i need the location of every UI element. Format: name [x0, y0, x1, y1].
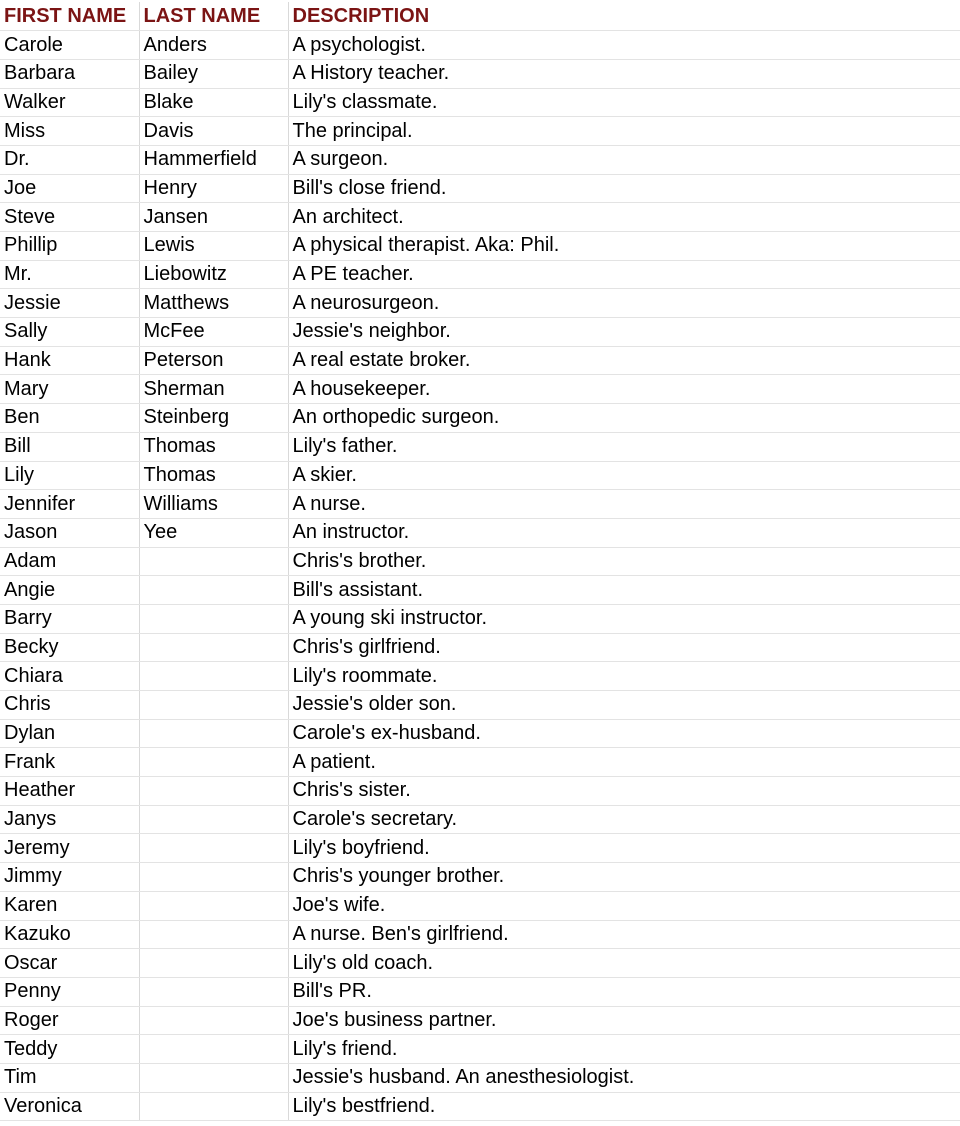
- header-description[interactable]: DESCRIPTION: [288, 2, 960, 31]
- first-name-cell[interactable]: Mary: [0, 375, 139, 404]
- last-name-cell[interactable]: Anders: [139, 31, 288, 60]
- table-row: [0, 977, 960, 1006]
- first-name-cell[interactable]: Dylan: [0, 719, 139, 748]
- table-row: [0, 518, 960, 547]
- first-name-cell[interactable]: Sally: [0, 318, 139, 347]
- description-cell[interactable]: A surgeon.: [288, 145, 960, 174]
- last-name-cell[interactable]: Davis: [139, 117, 288, 146]
- last-name-cell[interactable]: [139, 949, 288, 978]
- last-name-cell[interactable]: Matthews: [139, 289, 288, 318]
- description-cell[interactable]: A real estate broker.: [288, 346, 960, 375]
- table-row: [0, 748, 960, 777]
- description-cell[interactable]: An instructor.: [288, 518, 960, 547]
- description-cell[interactable]: Lily's bestfriend.: [288, 1092, 960, 1121]
- first-name-cell[interactable]: Chris: [0, 691, 139, 720]
- description-cell[interactable]: Jessie's neighbor.: [288, 318, 960, 347]
- description-cell[interactable]: A housekeeper.: [288, 375, 960, 404]
- table-body: [0, 31, 960, 1121]
- table-row: [0, 633, 960, 662]
- first-name-cell[interactable]: Hank: [0, 346, 139, 375]
- table-row: [0, 404, 960, 433]
- first-name-cell[interactable]: Walker: [0, 88, 139, 117]
- first-name-cell[interactable]: Barry: [0, 604, 139, 633]
- description-cell[interactable]: A nurse.: [288, 490, 960, 519]
- table-row: [0, 1063, 960, 1092]
- first-name-cell[interactable]: Lily: [0, 461, 139, 490]
- first-name-cell[interactable]: Steve: [0, 203, 139, 232]
- first-name-cell[interactable]: Veronica: [0, 1092, 139, 1121]
- last-name-cell[interactable]: McFee: [139, 318, 288, 347]
- first-name-cell[interactable]: Teddy: [0, 1035, 139, 1064]
- character-sheet: [0, 2, 960, 1121]
- table-row: [0, 375, 960, 404]
- table-row: [0, 777, 960, 806]
- last-name-cell[interactable]: Thomas: [139, 461, 288, 490]
- last-name-cell[interactable]: Lewis: [139, 232, 288, 261]
- last-name-cell[interactable]: Steinberg: [139, 404, 288, 433]
- last-name-cell[interactable]: [139, 977, 288, 1006]
- description-cell[interactable]: An orthopedic surgeon.: [288, 404, 960, 433]
- last-name-cell[interactable]: Blake: [139, 88, 288, 117]
- last-name-cell[interactable]: [139, 719, 288, 748]
- description-cell[interactable]: Carole's ex-husband.: [288, 719, 960, 748]
- table-row: [0, 174, 960, 203]
- table-row: [0, 547, 960, 576]
- table-row: [0, 461, 960, 490]
- first-name-cell[interactable]: Frank: [0, 748, 139, 777]
- table-row: [0, 1006, 960, 1035]
- table-row: [0, 805, 960, 834]
- character-table: [0, 2, 960, 1121]
- table-row: [0, 949, 960, 978]
- last-name-cell[interactable]: [139, 777, 288, 806]
- description-cell[interactable]: Lily's classmate.: [288, 88, 960, 117]
- first-name-cell[interactable]: Adam: [0, 547, 139, 576]
- last-name-cell[interactable]: [139, 920, 288, 949]
- table-row: [0, 1092, 960, 1121]
- description-cell[interactable]: The principal.: [288, 117, 960, 146]
- table-row: [0, 863, 960, 892]
- first-name-cell[interactable]: Kazuko: [0, 920, 139, 949]
- description-cell[interactable]: Lily's roommate.: [288, 662, 960, 691]
- first-name-cell[interactable]: Jeremy: [0, 834, 139, 863]
- first-name-cell[interactable]: Joe: [0, 174, 139, 203]
- table-row: [0, 691, 960, 720]
- description-cell[interactable]: Jessie's husband. An anesthesiologist.: [288, 1063, 960, 1092]
- description-cell[interactable]: A physical therapist. Aka: Phil.: [288, 232, 960, 261]
- table-row: [0, 260, 960, 289]
- description-cell[interactable]: Chris's girlfriend.: [288, 633, 960, 662]
- header-last-name[interactable]: LAST NAME: [139, 2, 288, 31]
- header-row: [0, 2, 960, 31]
- first-name-cell[interactable]: Barbara: [0, 59, 139, 88]
- description-cell[interactable]: Carole's secretary.: [288, 805, 960, 834]
- table-row: [0, 232, 960, 261]
- first-name-cell[interactable]: Roger: [0, 1006, 139, 1035]
- table-row: [0, 432, 960, 461]
- description-cell[interactable]: Chris's brother.: [288, 547, 960, 576]
- table-row: [0, 145, 960, 174]
- table-row: [0, 117, 960, 146]
- first-name-cell[interactable]: Tim: [0, 1063, 139, 1092]
- description-cell[interactable]: Lily's friend.: [288, 1035, 960, 1064]
- last-name-cell[interactable]: [139, 863, 288, 892]
- first-name-cell[interactable]: Phillip: [0, 232, 139, 261]
- first-name-cell[interactable]: Ben: [0, 404, 139, 433]
- first-name-cell[interactable]: Jimmy: [0, 863, 139, 892]
- description-cell[interactable]: Chris's younger brother.: [288, 863, 960, 892]
- header-first-name[interactable]: FIRST NAME: [0, 2, 139, 31]
- last-name-cell[interactable]: [139, 691, 288, 720]
- description-cell[interactable]: Lily's father.: [288, 432, 960, 461]
- table-row: [0, 88, 960, 117]
- first-name-cell[interactable]: Jason: [0, 518, 139, 547]
- description-cell[interactable]: Jessie's older son.: [288, 691, 960, 720]
- description-cell[interactable]: Chris's sister.: [288, 777, 960, 806]
- first-name-cell[interactable]: Jessie: [0, 289, 139, 318]
- first-name-cell[interactable]: Miss: [0, 117, 139, 146]
- description-cell[interactable]: A patient.: [288, 748, 960, 777]
- description-cell[interactable]: Joe's wife.: [288, 891, 960, 920]
- last-name-cell[interactable]: Jansen: [139, 203, 288, 232]
- description-cell[interactable]: A PE teacher.: [288, 260, 960, 289]
- table-row: [0, 59, 960, 88]
- description-cell[interactable]: A nurse. Ben's girlfriend.: [288, 920, 960, 949]
- last-name-cell[interactable]: [139, 891, 288, 920]
- last-name-cell[interactable]: Hammerfield: [139, 145, 288, 174]
- last-name-cell[interactable]: Peterson: [139, 346, 288, 375]
- description-cell[interactable]: A neurosurgeon.: [288, 289, 960, 318]
- last-name-cell[interactable]: [139, 604, 288, 633]
- description-cell[interactable]: Bill's assistant.: [288, 576, 960, 605]
- first-name-cell[interactable]: Angie: [0, 576, 139, 605]
- first-name-cell[interactable]: Janys: [0, 805, 139, 834]
- last-name-cell[interactable]: [139, 1006, 288, 1035]
- first-name-cell[interactable]: Carole: [0, 31, 139, 60]
- last-name-cell[interactable]: [139, 805, 288, 834]
- last-name-cell[interactable]: [139, 576, 288, 605]
- last-name-cell[interactable]: [139, 547, 288, 576]
- table-row: [0, 719, 960, 748]
- description-cell[interactable]: Lily's boyfriend.: [288, 834, 960, 863]
- table-row: [0, 346, 960, 375]
- table-row: [0, 662, 960, 691]
- last-name-cell[interactable]: [139, 1063, 288, 1092]
- table-row: [0, 31, 960, 60]
- table-row: [0, 604, 960, 633]
- description-cell[interactable]: A skier.: [288, 461, 960, 490]
- last-name-cell[interactable]: Bailey: [139, 59, 288, 88]
- last-name-cell[interactable]: [139, 1092, 288, 1121]
- last-name-cell[interactable]: Yee: [139, 518, 288, 547]
- description-cell[interactable]: A young ski instructor.: [288, 604, 960, 633]
- table-row: [0, 318, 960, 347]
- description-cell[interactable]: Bill's PR.: [288, 977, 960, 1006]
- description-cell[interactable]: An architect.: [288, 203, 960, 232]
- last-name-cell[interactable]: [139, 633, 288, 662]
- table-row: [0, 203, 960, 232]
- last-name-cell[interactable]: [139, 1035, 288, 1064]
- table-row: [0, 834, 960, 863]
- last-name-cell[interactable]: [139, 748, 288, 777]
- first-name-cell[interactable]: Jennifer: [0, 490, 139, 519]
- last-name-cell[interactable]: [139, 662, 288, 691]
- first-name-cell[interactable]: Oscar: [0, 949, 139, 978]
- first-name-cell[interactable]: Chiara: [0, 662, 139, 691]
- table-row: [0, 891, 960, 920]
- table-row: [0, 1035, 960, 1064]
- description-cell[interactable]: A History teacher.: [288, 59, 960, 88]
- first-name-cell[interactable]: Heather: [0, 777, 139, 806]
- last-name-cell[interactable]: Liebowitz: [139, 260, 288, 289]
- first-name-cell[interactable]: Becky: [0, 633, 139, 662]
- table-row: [0, 920, 960, 949]
- last-name-cell[interactable]: Thomas: [139, 432, 288, 461]
- first-name-cell[interactable]: Dr.: [0, 145, 139, 174]
- first-name-cell[interactable]: Mr.: [0, 260, 139, 289]
- table-row: [0, 576, 960, 605]
- description-cell[interactable]: Joe's business partner.: [288, 1006, 960, 1035]
- first-name-cell[interactable]: Bill: [0, 432, 139, 461]
- last-name-cell[interactable]: [139, 834, 288, 863]
- first-name-cell[interactable]: Karen: [0, 891, 139, 920]
- table-row: [0, 490, 960, 519]
- last-name-cell[interactable]: Williams: [139, 490, 288, 519]
- description-cell[interactable]: A psychologist.: [288, 31, 960, 60]
- last-name-cell[interactable]: Henry: [139, 174, 288, 203]
- description-cell[interactable]: Lily's old coach.: [288, 949, 960, 978]
- table-row: [0, 289, 960, 318]
- last-name-cell[interactable]: Sherman: [139, 375, 288, 404]
- first-name-cell[interactable]: Penny: [0, 977, 139, 1006]
- description-cell[interactable]: Bill's close friend.: [288, 174, 960, 203]
